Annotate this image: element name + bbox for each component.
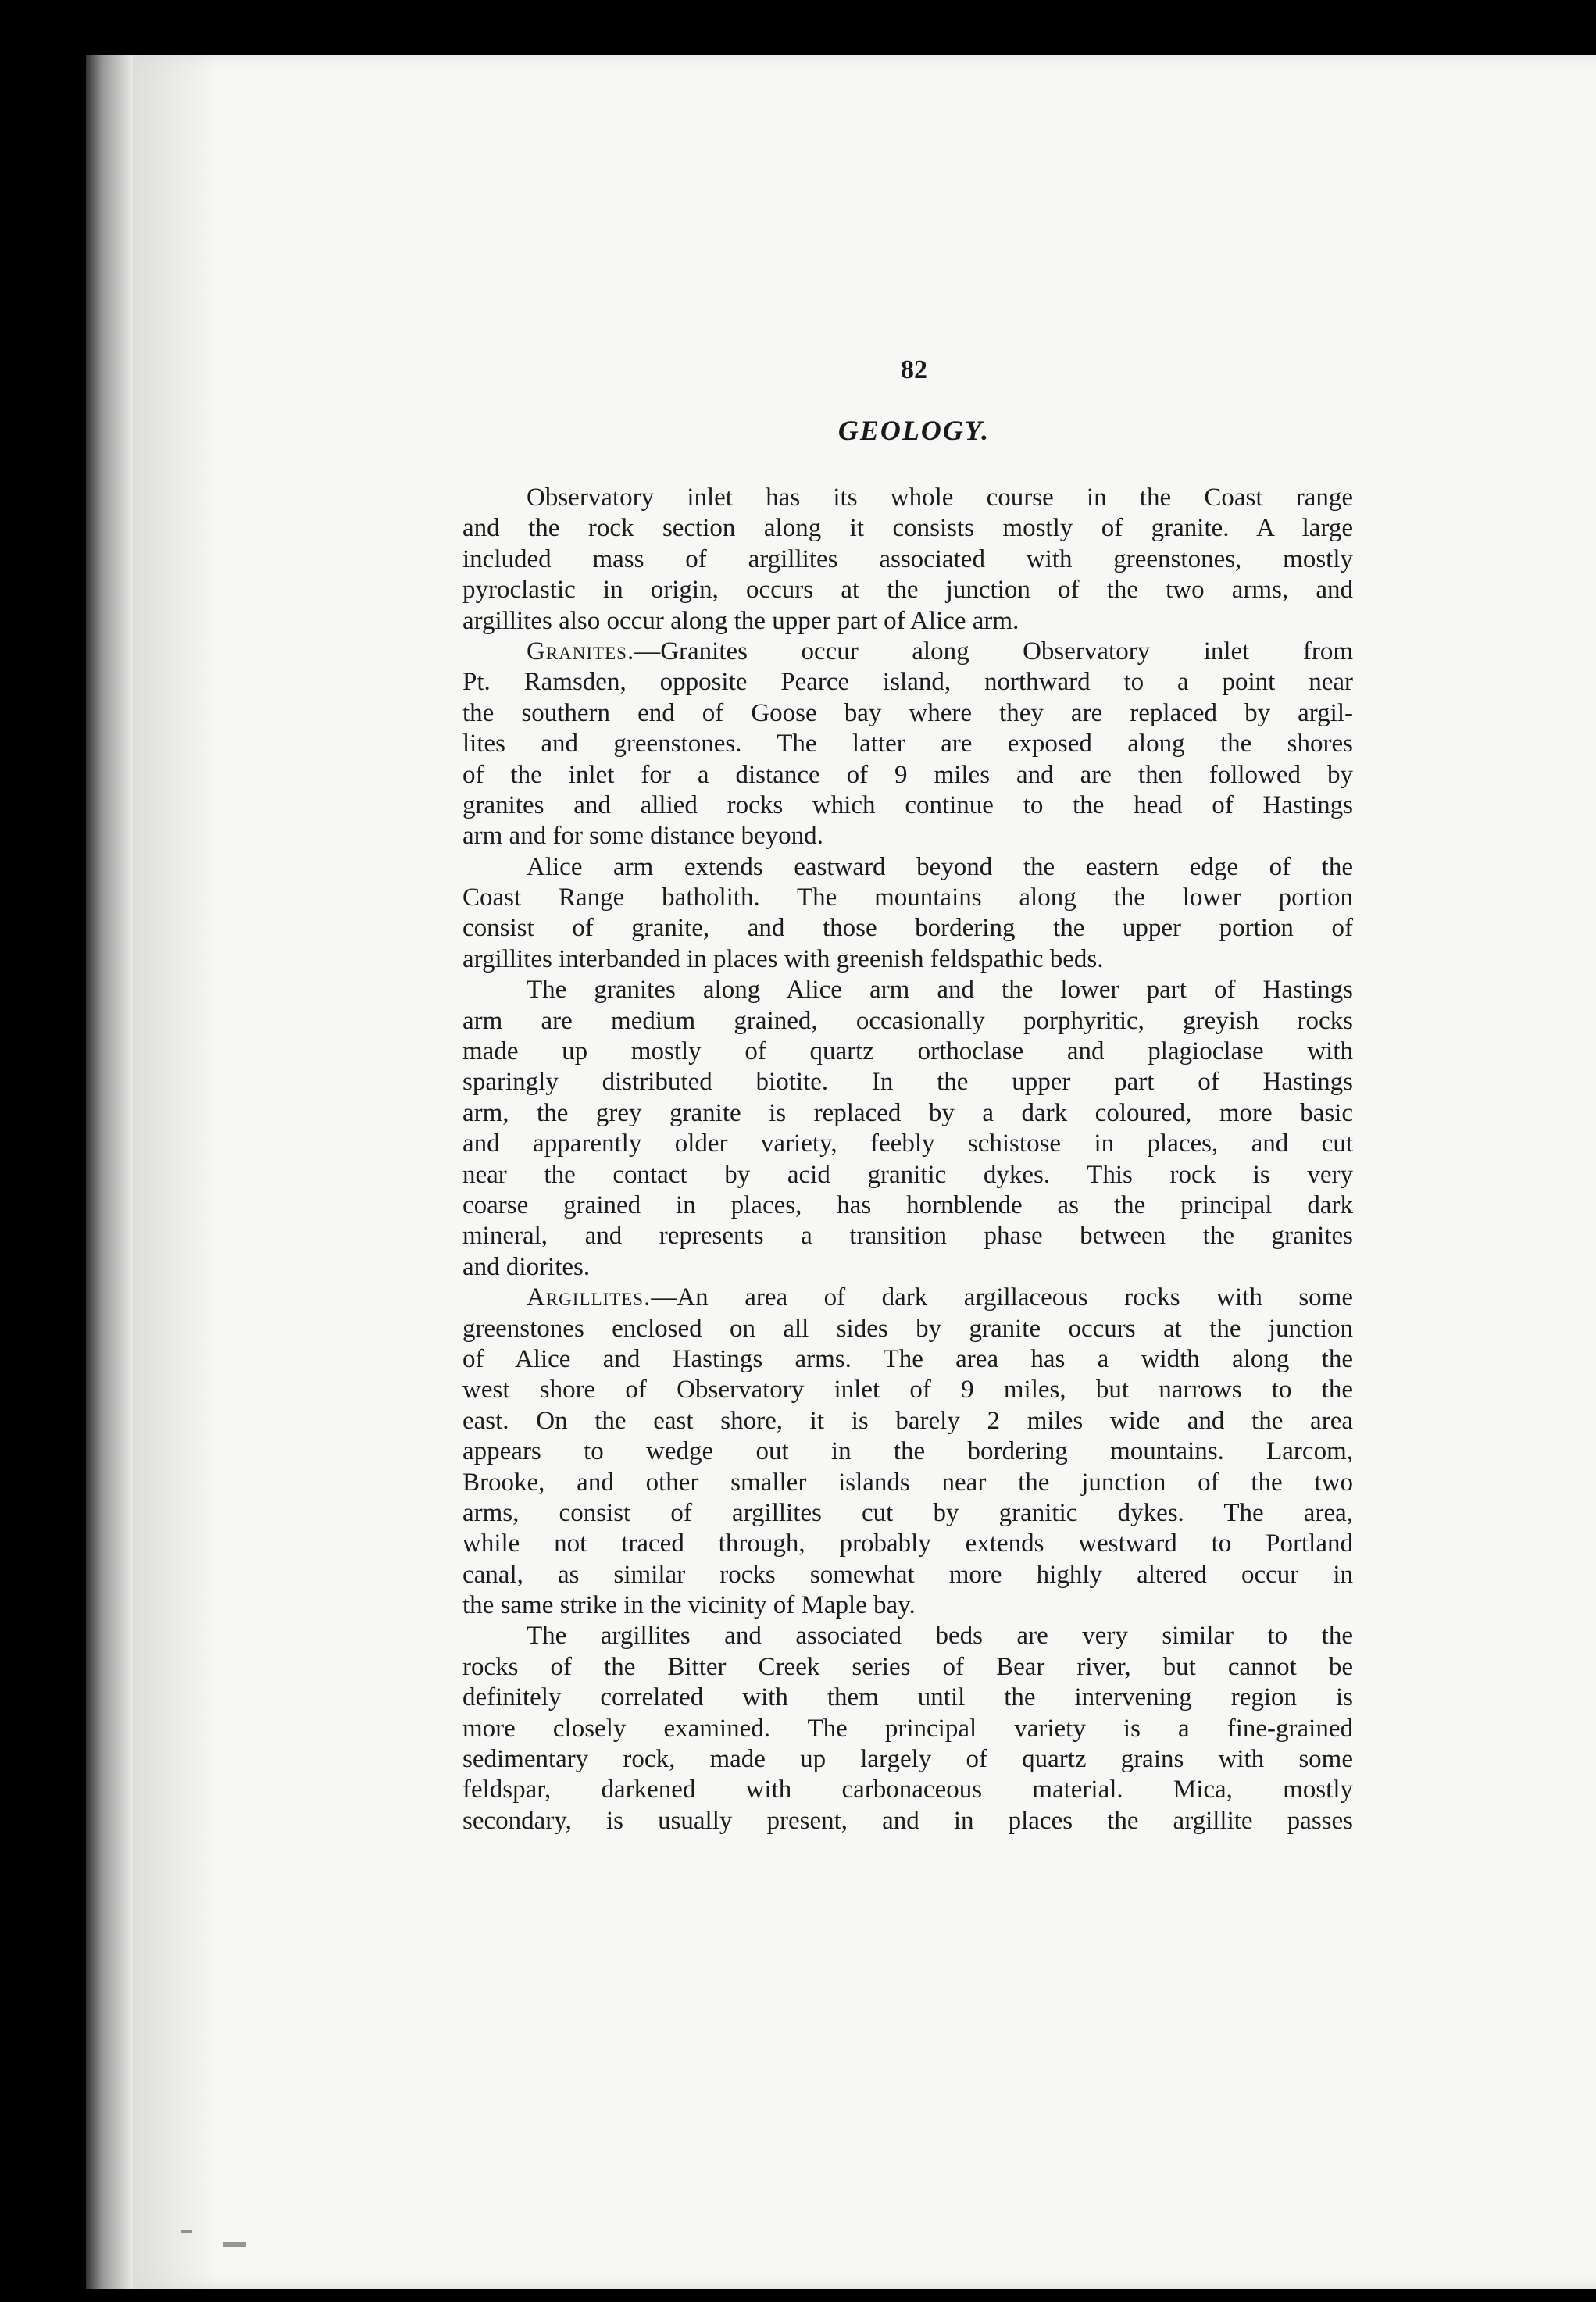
text-line: and apparently older variety, feebly schistose in places, and cut — [462, 1130, 1353, 1158]
text-line: and diorites. — [462, 1252, 591, 1281]
text-line-run: —An area of dark argillaceous rocks with some — [651, 1283, 1353, 1312]
text-line: coarse grained in places, has hornblende as the principal dark — [462, 1190, 1353, 1219]
text-line: argillites interbanded in places with greenish feldspathic beds. — [462, 944, 1104, 973]
text-line: Observatory inlet has its whole course in the Coast range — [527, 484, 1353, 512]
text-line: pyroclastic in origin, occurs at the junction of the two arms, and — [462, 576, 1353, 605]
binding-gradient — [133, 55, 219, 2289]
text-line-run: —Granites occur along Observatory inlet from — [634, 637, 1353, 666]
running-head: GEOLOGY. — [837, 415, 991, 446]
text-line: rocks of the Bitter Creek series of Bear river, but cannot be — [462, 1652, 1353, 1681]
text-line: and the rock section along it consists mostly of granite. A large — [462, 514, 1353, 543]
text-line: Alice arm extends eastward beyond the eastern edge of the — [527, 852, 1353, 881]
text-line: lites and greenstones. The latter are exposed along the shores — [462, 730, 1353, 758]
text-line: west shore of Observatory inlet of 9 miles, but narrows to the — [462, 1376, 1353, 1404]
text-line: argillites also occur along the upper part of Alice arm. — [462, 606, 1019, 635]
text-line: the southern end of Goose bay where they are replaced by argil- — [462, 698, 1353, 727]
text-line: while not traced through, probably extends westward to Portland — [462, 1529, 1353, 1558]
text-line: included mass of argillites associated with greenstones, mostly — [462, 544, 1353, 573]
section-heading-granites: Granites. — [527, 637, 635, 666]
text-line: The granites along Alice arm and the lower part of Hastings — [527, 976, 1353, 1005]
scan-speck — [181, 2230, 192, 2233]
text-line: mineral, and represents a transition phase between the granites — [462, 1222, 1353, 1251]
text-line — [462, 637, 1353, 667]
text-line: the same strike in the vicinity of Maple bay. — [462, 1591, 916, 1620]
text-line: Pt. Ramsden, opposite Pearce island, northward to a point near — [462, 668, 1353, 697]
text-line: appears to wedge out in the bordering mountains. Larcom, — [462, 1437, 1353, 1466]
text-line — [462, 1283, 1353, 1313]
text-line: of Alice and Hastings arms. The area has a width along the — [462, 1344, 1353, 1373]
text-line: near the contact by acid granitic dykes. This rock is very — [462, 1160, 1353, 1189]
scan-speck — [223, 2242, 246, 2247]
text-line: sedimentary rock, made up largely of quartz grains with some — [462, 1745, 1353, 1774]
text-line: arm, the grey granite is replaced by a dark coloured, more basic — [462, 1098, 1353, 1127]
text-line: made up mostly of quartz orthoclase and plagioclase with — [462, 1037, 1353, 1066]
text-line: east. On the east shore, it is barely 2 miles wide and the area — [462, 1406, 1353, 1435]
text-line: of the inlet for a distance of 9 miles and are then followed by — [462, 760, 1353, 789]
text-line: granites and allied rocks which continue to the head of Hastings — [462, 791, 1353, 819]
text-line: greenstones enclosed on all sides by granite occurs at the junction — [462, 1314, 1353, 1343]
text-line: more closely examined. The principal variety is a fine-grained — [462, 1714, 1353, 1743]
text-line: arms, consist of argillites cut by granitic dykes. The area, — [462, 1498, 1353, 1527]
text-line: arm and for some distance beyond. — [462, 822, 823, 851]
text-line: secondary, is usually present, and in places the argillite passes — [462, 1806, 1353, 1835]
section-heading-argillites: Argillites. — [527, 1283, 652, 1312]
text-line: canal, as similar rocks somewhat more highly altered occur in — [462, 1560, 1353, 1589]
text-line: The argillites and associated beds are very similar to the — [527, 1622, 1353, 1651]
body-text — [462, 483, 1353, 1836]
text-line: definitely correlated with them until the intervening region is — [462, 1683, 1353, 1712]
text-line: feldspar, darkened with carbonaceous material. Mica, mostly — [462, 1776, 1353, 1804]
text-line: Brooke, and other smaller islands near the junction of the two — [462, 1468, 1353, 1497]
page-number: 82 — [901, 355, 927, 384]
text-line: consist of granite, and those bordering the upper portion of — [462, 914, 1353, 943]
binding-shadow — [86, 55, 133, 2289]
text-line: arm are medium grained, occasionally porphyritic, greyish rocks — [462, 1006, 1353, 1035]
text-line: Coast Range batholith. The mountains along the lower portion — [462, 883, 1353, 912]
text-line: sparingly distributed biotite. In the upper part of Hastings — [462, 1068, 1353, 1097]
